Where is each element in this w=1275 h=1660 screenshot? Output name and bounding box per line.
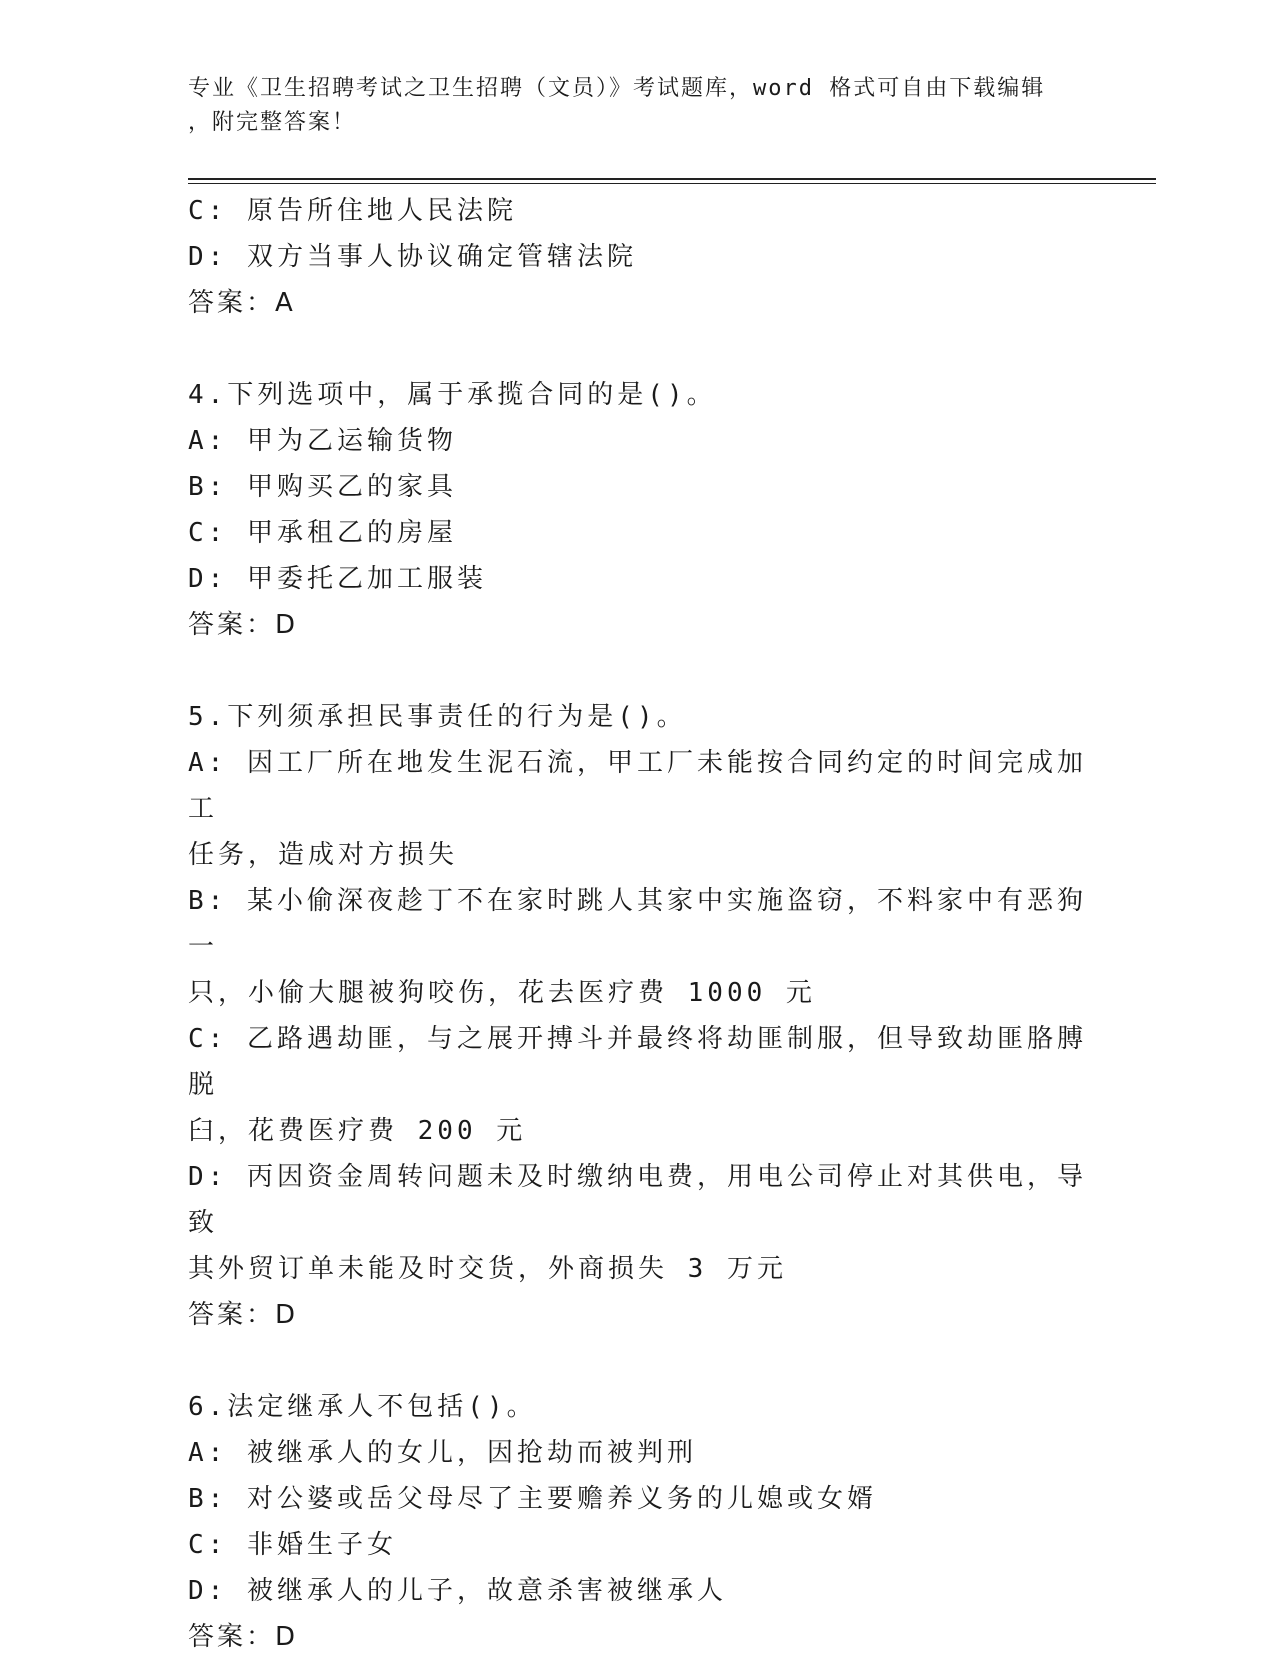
q5-question: 5.下列须承担民事责任的行为是()。: [188, 702, 687, 732]
header-line-2: ，附完整答案！: [188, 110, 357, 135]
q6-option-a: A: 被继承人的女儿，因抢劫而被判刑: [188, 1438, 697, 1468]
question-list: [188, 188, 1088, 1660]
q5-option-a-line-1: A: 因工厂所在地发生泥石流，甲工厂未能按合同约定的时间完成加工: [188, 748, 1087, 824]
q4-answer: 答案：D: [188, 610, 299, 640]
q5-option-b-line-1: B: 某小偷深夜趁丁不在家时跳人其家中实施盗窃，不料家中有恶狗一: [188, 886, 1087, 962]
q5-option-a-line-2: 任务，造成对方损失: [188, 840, 459, 870]
q4-option-d: D: 甲委托乙加工服装: [188, 564, 487, 594]
q4-question: 4.下列选项中，属于承揽合同的是()。: [188, 380, 717, 410]
q6-option-d: D: 被继承人的儿子，故意杀害被继承人: [188, 1576, 727, 1606]
q4-option-a: A: 甲为乙运输货物: [188, 426, 457, 456]
q5-option-c-line-1: C: 乙路遇劫匪，与之展开搏斗并最终将劫匪制服，但导致劫匪胳膊脱: [188, 1024, 1087, 1100]
q3-option-d: D: 双方当事人协议确定管辖法院: [188, 242, 637, 272]
q3-option-c: C: 原告所住地人民法院: [188, 196, 517, 226]
q5-option-c-line-2: 臼，花费医疗费 200 元: [188, 1116, 527, 1146]
q5-option-b-line-2: 只，小偷大腿被狗咬伤，花去医疗费 1000 元: [188, 978, 816, 1008]
q6-question: 6.法定继承人不包括()。: [188, 1392, 537, 1422]
q5-option-d-line-1: D: 丙因资金周转问题未及时缴纳电费，用电公司停止对其供电，导致: [188, 1162, 1087, 1238]
header-rule-thin: [188, 183, 1156, 184]
q5-answer: 答案：D: [188, 1300, 299, 1330]
q3-answer: 答案：A: [188, 288, 296, 318]
spacer: [188, 648, 1088, 694]
q5-option-d-line-2: 其外贸订单未能及时交货，外商损失 3 万元: [188, 1254, 787, 1284]
header-rule-thick: [188, 178, 1156, 180]
q4-option-b: B: 甲购买乙的家具: [188, 472, 457, 502]
q6-option-c: C: 非婚生子女: [188, 1530, 397, 1560]
q6-answer: 答案：D: [188, 1622, 299, 1652]
page-header: [188, 72, 1088, 140]
spacer: [188, 326, 1088, 372]
spacer: [188, 1338, 1088, 1384]
header-line-1: 专业《卫生招聘考试之卫生招聘（文员）》考试题库，word 格式可自由下载编辑: [188, 76, 1046, 101]
q6-option-b: B: 对公婆或岳父母尽了主要赡养义务的儿媳或女婿: [188, 1484, 877, 1514]
q4-option-c: C: 甲承租乙的房屋: [188, 518, 457, 548]
